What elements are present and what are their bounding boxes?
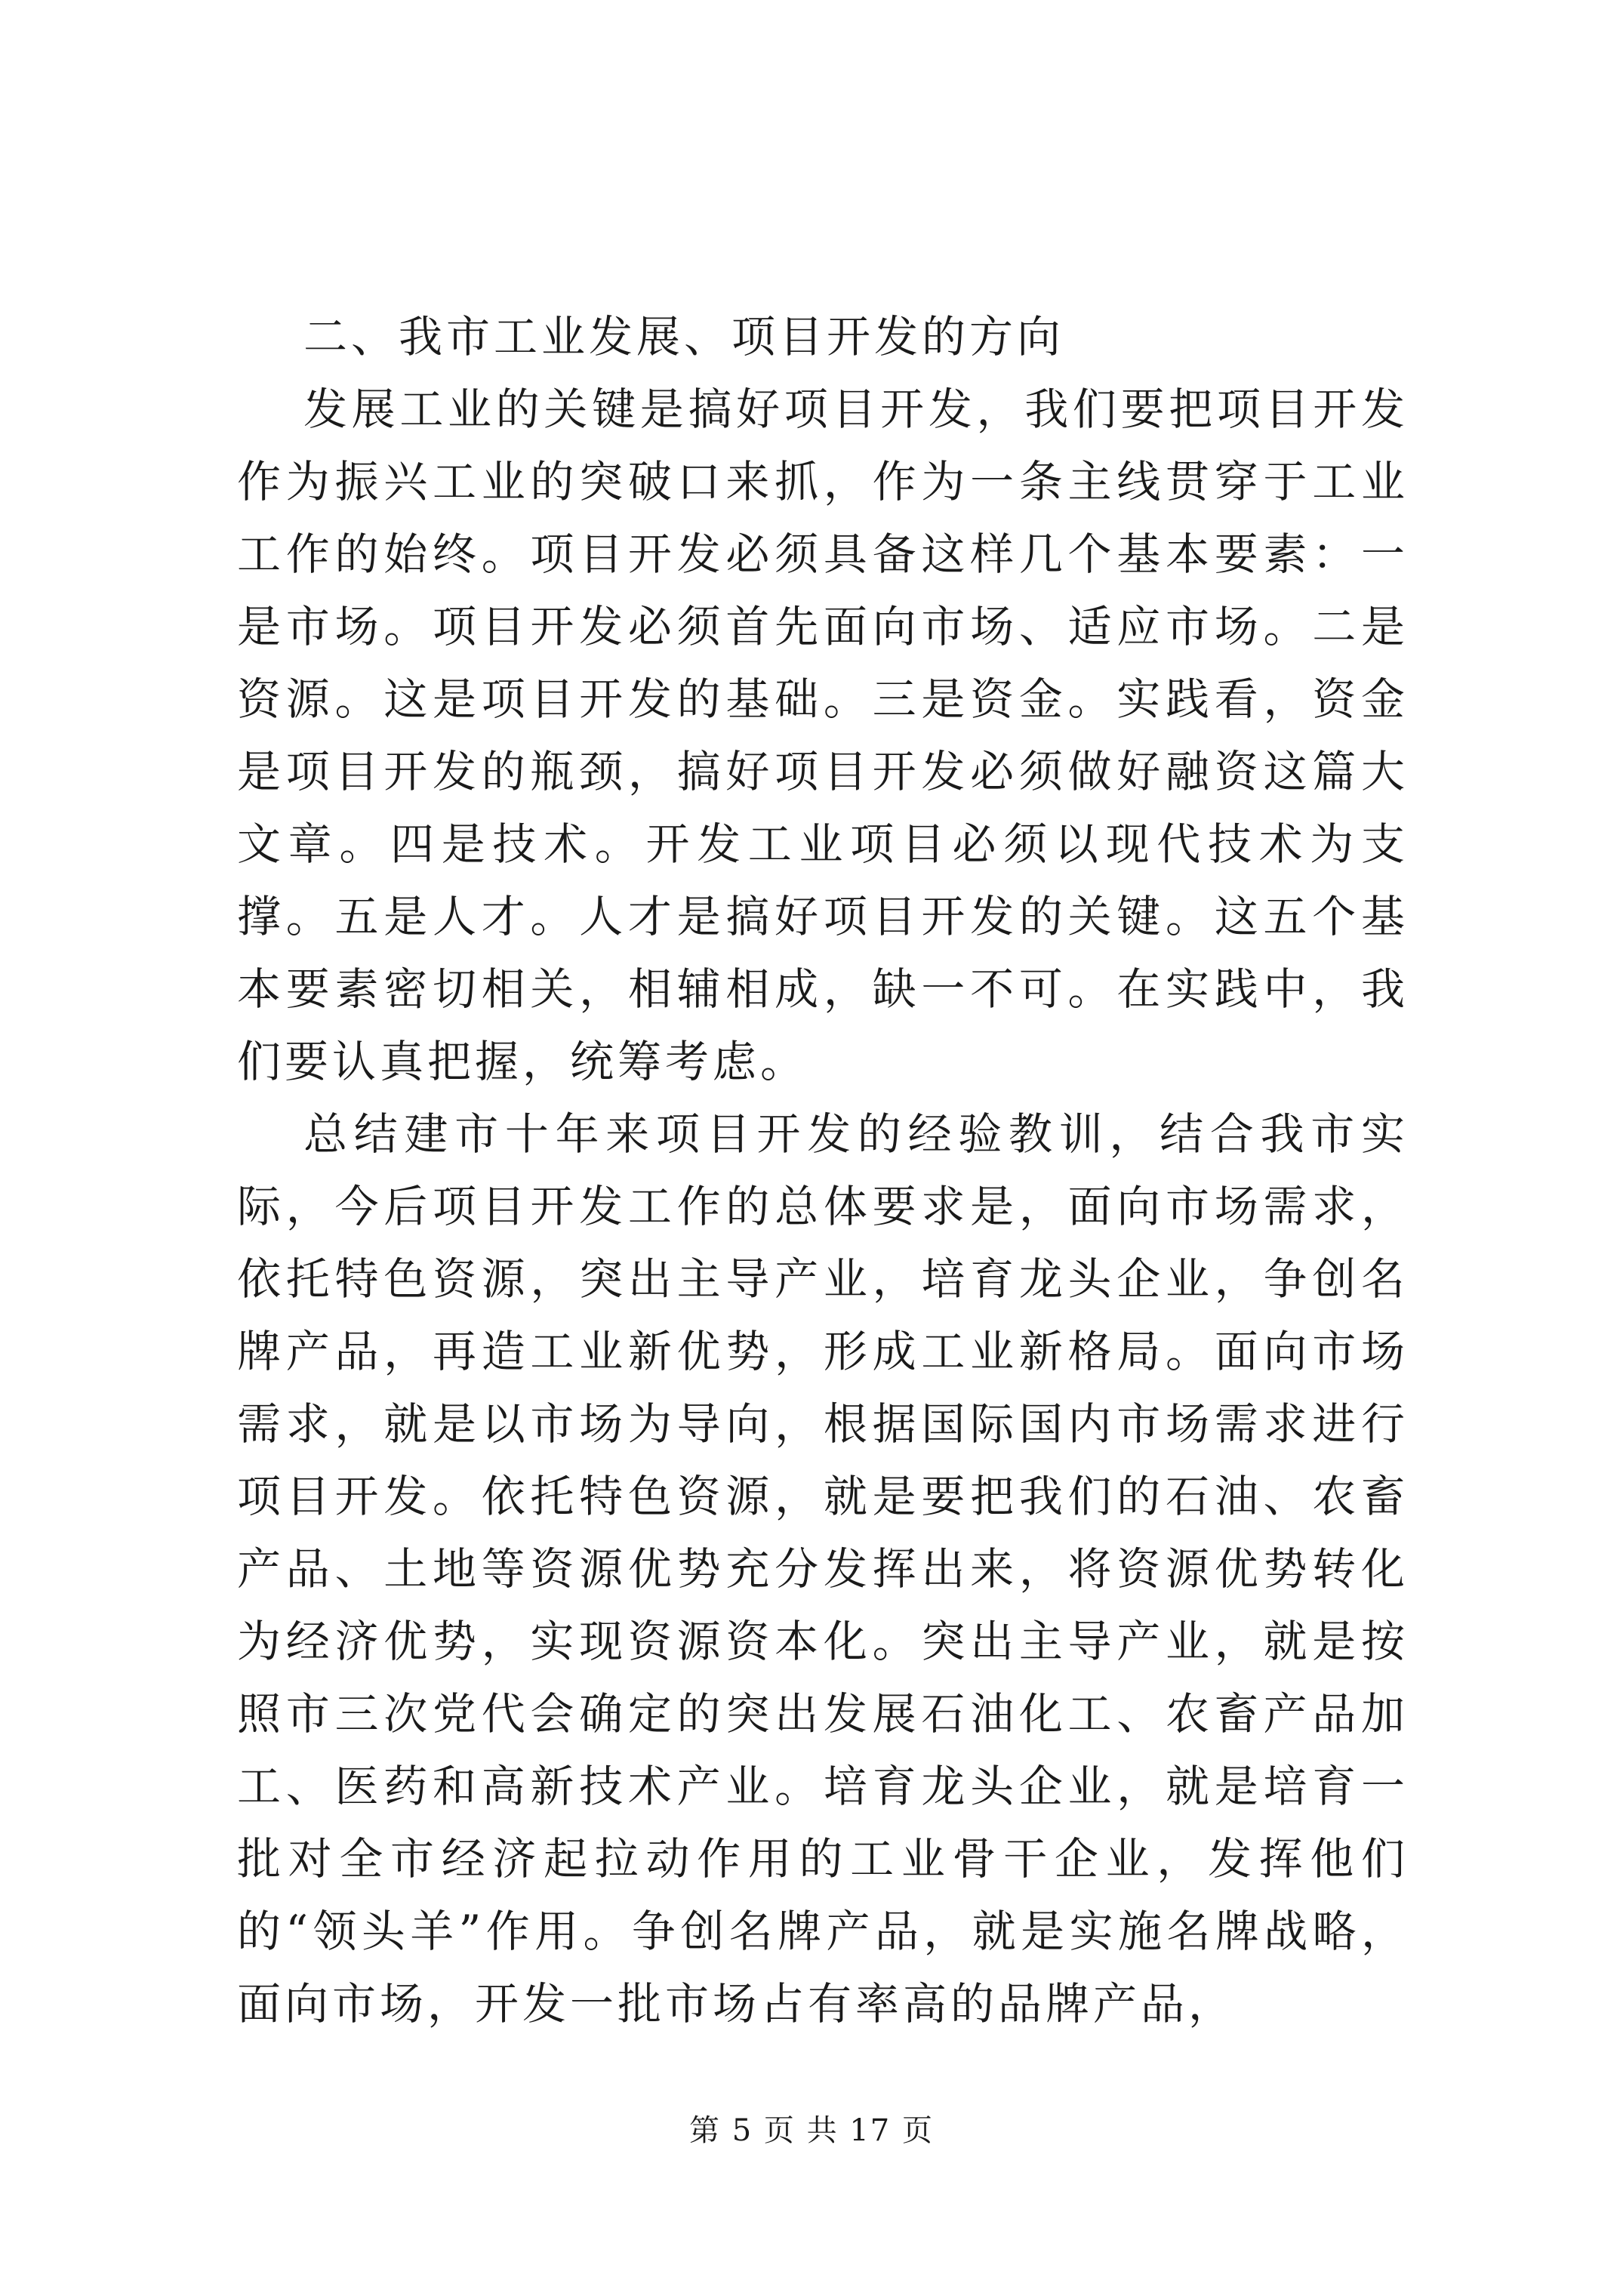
section-heading: 二、我市工业发展、项目开发的方向 [303,311,1065,362]
paragraph-2: 总结建市十年来项目开发的经验教训，结合我市实际，今后项目开发工作的总体要求是，面向市场需求，依托特色资源，突出主导产业，培育龙头企业，争创名牌产品，再造工业新优势，形成工业新格局。面向市场需求，就是以市场为导向，根据国际国内市场需求进行项目开发。依托特色资源，就是要把我们的石油、农畜产品、土地等资源优势充分发挥出来，将资源优势转化为经济优势，实现资源资本化。突出主导产业，就是按照市三次党代会确定的突出发展石油化工、农畜产品加工、医药和高新技术产业。培育龙头企业，就是培育一批对全市经济起拉动作用的工业骨干企业，发挥他们的“领头羊”作用。争创名牌产品，就是实施名牌战略，面向市场，开发一批市场占有率高的品牌产品， [237,1108,1409,2029]
paragraph-1: 发展工业的关键是搞好项目开发，我们要把项目开发作为振兴工业的突破口来抓，作为一条主线贯穿于工业工作的始终。项目开发必须具备这样几个基本要素：一是市场。项目开发必须首先面向市场、适应市场。二是资源。这是项目开发的基础。三是资金。实践看，资金是项目开发的瓶颈，搞好项目开发必须做好融资这篇大文章。四是技术。开发工业项目必须以现代技术为支撑。五是人才。人才是搞好项目开发的关键。这五个基本要素密切相关，相辅相成，缺一不可。在实践中，我们要认真把握，统筹考虑。 [237,384,1409,1087]
page-number-footer: 第 5 页 共 17 页 [689,2113,934,2148]
document-body [237,300,1409,2040]
